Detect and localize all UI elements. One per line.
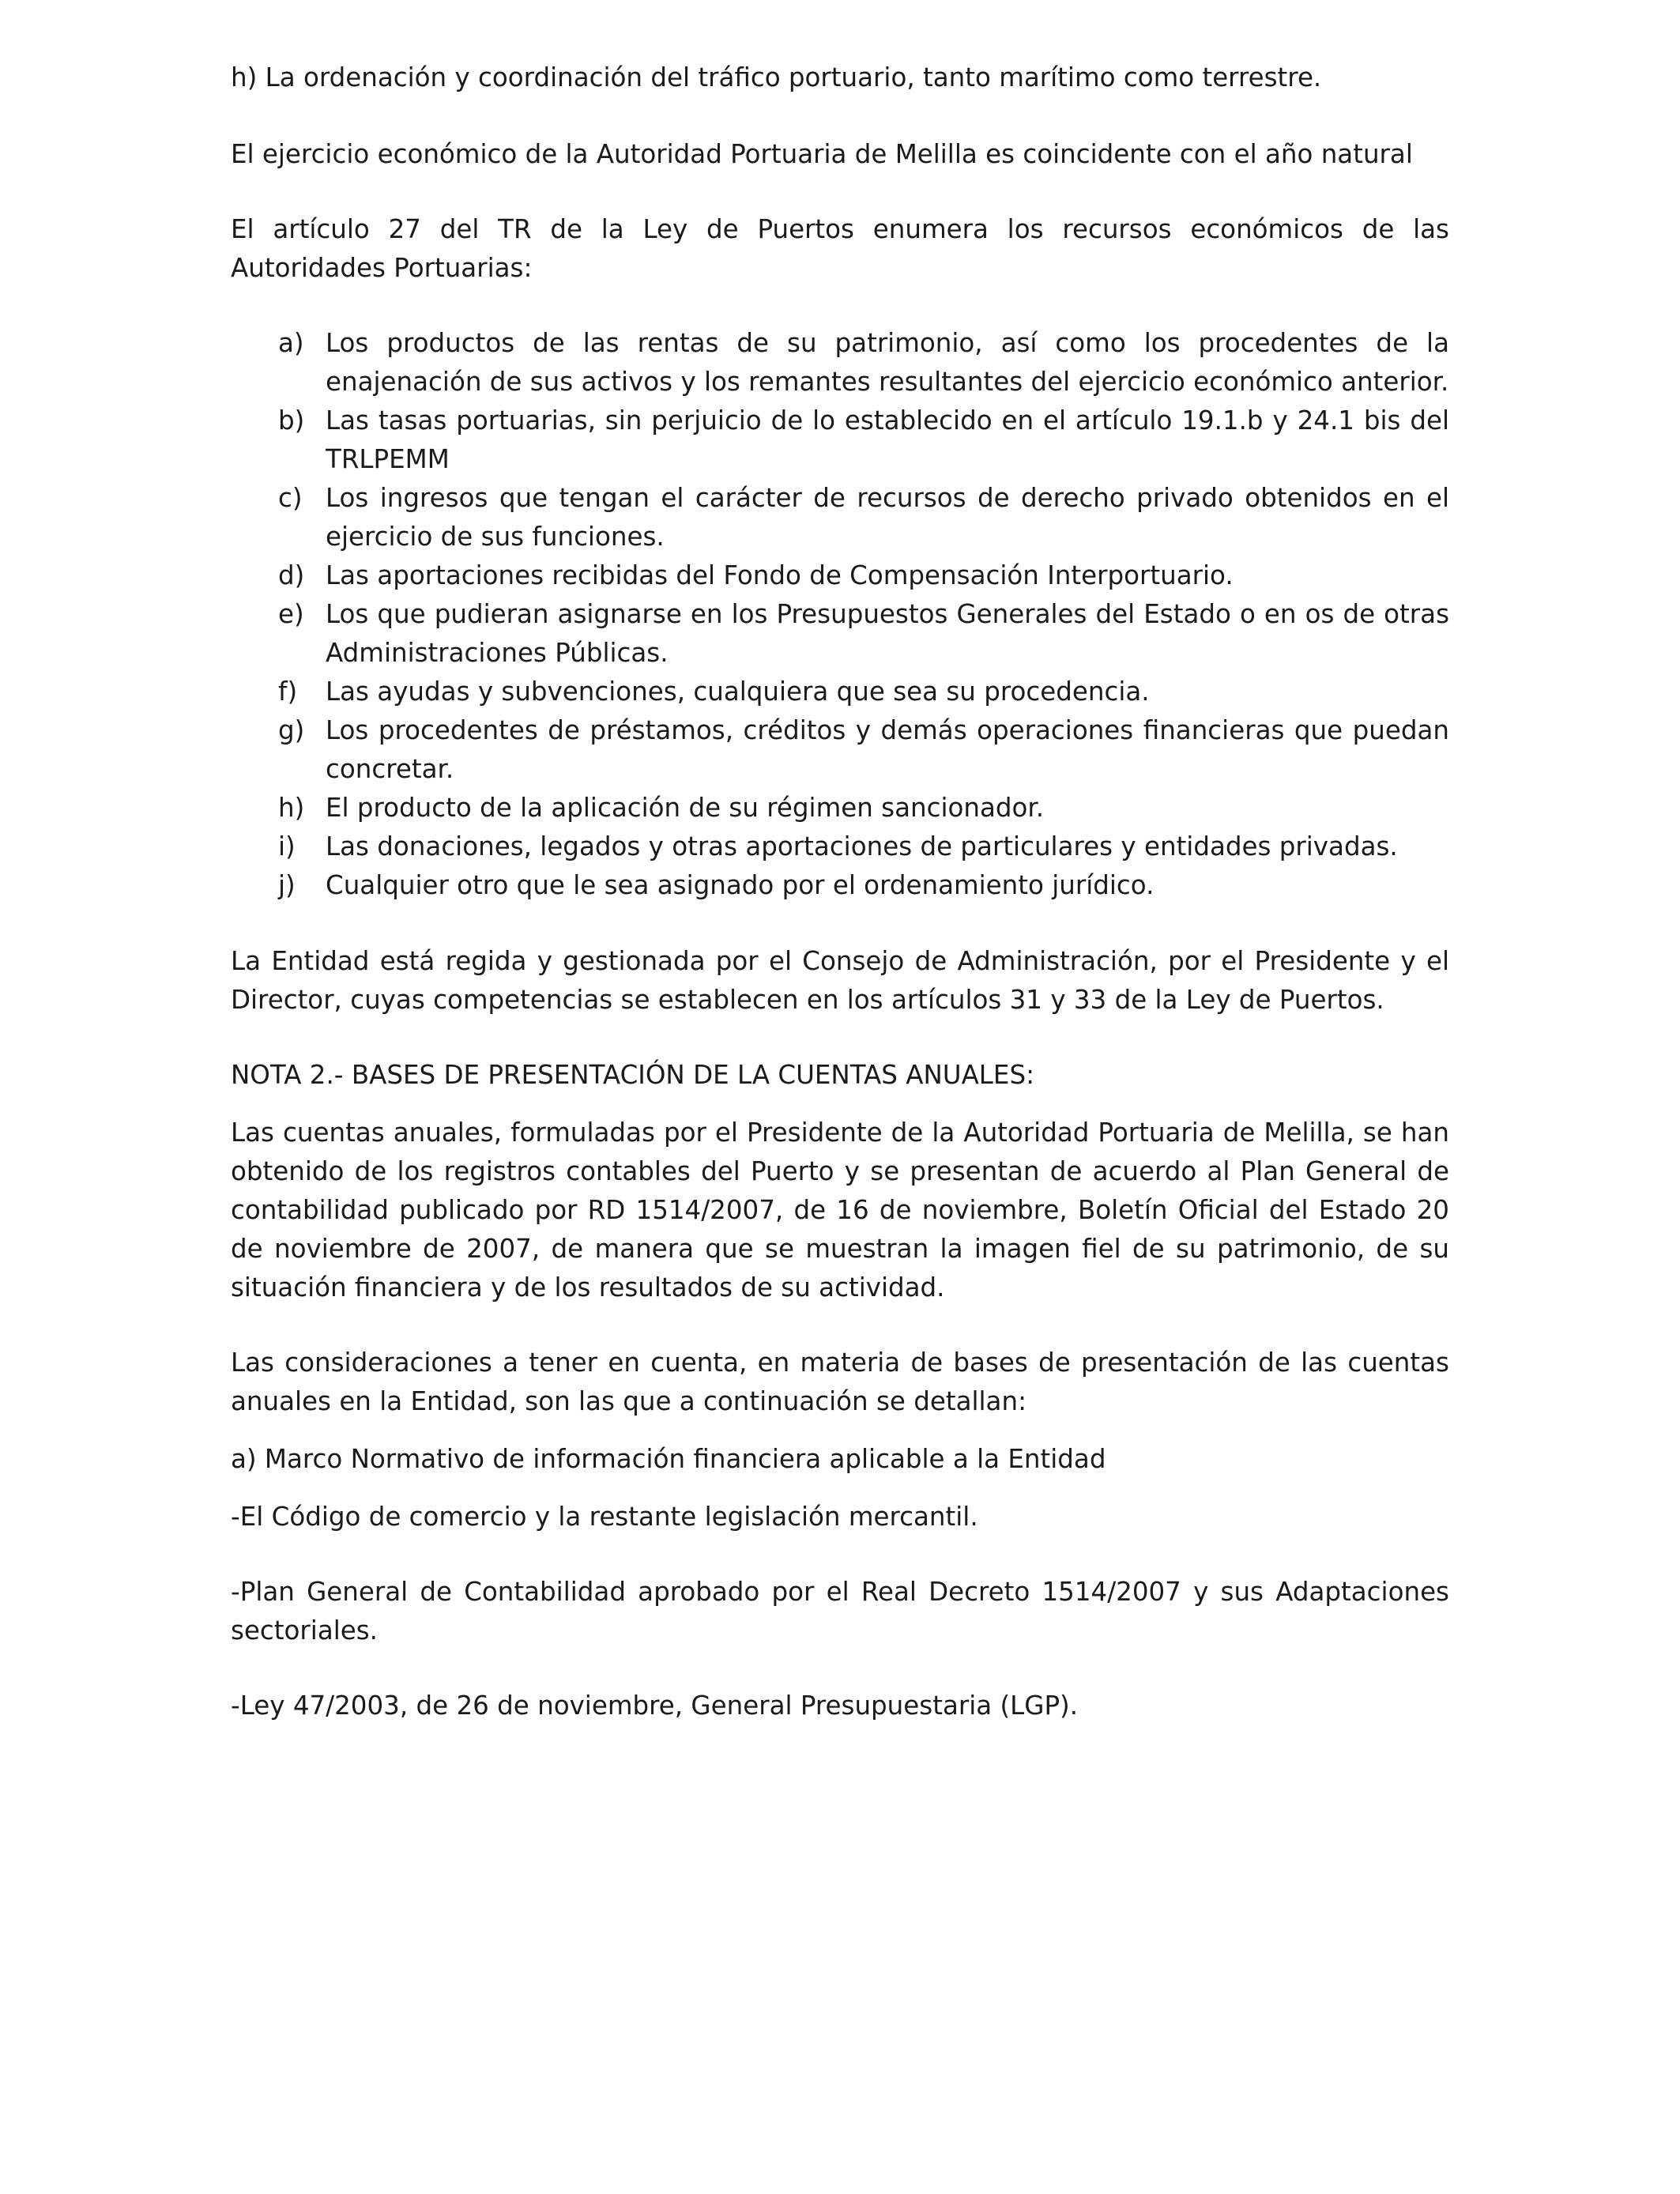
list-item-text: El producto de la aplicación de su régimen sancionador. — [326, 793, 1045, 823]
list-item-text: Los productos de las rentas de su patrimonio, así como los procedentes de la enajenación de sus activos y los remantes resultantes del ejercicio económico anterior. — [326, 328, 1449, 397]
list-item-text: Los ingresos que tengan el carácter de recursos de derecho privado obtenidos en el ejercicio de sus funciones. — [326, 483, 1449, 552]
list-marker: f) — [278, 677, 298, 707]
list-item — [231, 673, 1449, 711]
list-marker: i) — [278, 831, 296, 861]
list-item-text: Cualquier otro que le sea asignado por el ordenamiento jurídico. — [326, 870, 1155, 900]
list-item — [231, 827, 1449, 866]
list-item-text: Las aportaciones recibidas del Fondo de Compensación Interportuario. — [326, 560, 1234, 590]
list-item — [231, 324, 1449, 401]
list-item-text: Las tasas portuarias, sin perjuicio de lo establecido en el artículo 19.1.b y 24.1 bis del TRLPEMM — [326, 405, 1449, 474]
paragraph-codigo-comercio: -El Código de comercio y la restante legislación mercantil. — [231, 1502, 978, 1532]
paragraph-ley-presupuestaria: -Ley 47/2003, de 26 de noviembre, General Presupuestaria (LGP). — [231, 1691, 1079, 1721]
list-marker: c) — [278, 483, 303, 513]
page-content — [231, 58, 1449, 1725]
list-marker: a) — [278, 328, 304, 358]
list-marker: b) — [278, 405, 305, 435]
paragraph-plan-general: -Plan General de Contabilidad aprobado por el Real Decreto 1514/2007 y sus Adaptaciones sectoriales. — [231, 1577, 1449, 1646]
list-item-text: Las donaciones, legados y otras aportaciones de particulares y entidades privadas. — [326, 831, 1398, 861]
list-item — [231, 789, 1449, 827]
list-item — [231, 556, 1449, 595]
paragraph-marco-normativo: a) Marco Normativo de información financiera aplicable a la Entidad — [231, 1444, 1106, 1474]
paragraph-governance: La Entidad está regida y gestionada por el Consejo de Administración, por el Presidente y el Director, cuyas competencias se establecen en los artículos 31 y 33 de la Ley de Puertos. — [231, 946, 1449, 1015]
list-item — [231, 711, 1449, 789]
list-marker: h) — [278, 793, 305, 823]
paragraph-annual-accounts: Las cuentas anuales, formuladas por el Presidente de la Autoridad Portuaria de Melilla, se han obtenido de los registros contables del Puerto y se presentan de acuerdo al Plan General de contabilidad publicado por RD 1514/2007, de 16 de noviembre, Boletín Oficial del Estado 20 de noviembre de 2007, de manera que se muestran la imagen fiel de su patrimonio, de su situación financiera y de los resultados de su actividad. — [231, 1118, 1449, 1302]
paragraph-traffic: h) La ordenación y coordinación del tráfico portuario, tanto marítimo como terrestre. — [231, 62, 1322, 92]
list-item — [231, 866, 1449, 905]
list-item-text: Los procedentes de préstamos, créditos y demás operaciones financieras que puedan concretar. — [326, 715, 1449, 784]
list-item — [231, 479, 1449, 556]
list-item — [231, 595, 1449, 673]
list-item-text: Los que pudieran asignarse en los Presupuestos Generales del Estado o en os de otras Administraciones Públicas. — [326, 599, 1449, 668]
list-item-text: Las ayudas y subvenciones, cualquiera que sea su procedencia. — [326, 677, 1150, 707]
paragraph-fiscal-year: El ejercicio económico de la Autoridad Portuaria de Melilla es coincidente con el año natural — [231, 139, 1413, 169]
list-marker: d) — [278, 560, 305, 590]
list-marker: j) — [278, 870, 296, 900]
resources-list — [231, 324, 1449, 905]
paragraph-considerations: Las consideraciones a tener en cuenta, en materia de bases de presentación de las cuentas anuales en la Entidad, son las que a continuación se detallan: — [231, 1348, 1449, 1416]
list-marker: g) — [278, 715, 305, 745]
list-marker: e) — [278, 599, 304, 629]
list-item — [231, 401, 1449, 479]
nota-2-heading: NOTA 2.- BASES DE PRESENTACIÓN DE LA CUENTAS ANUALES: — [231, 1060, 1035, 1090]
paragraph-article-27: El artículo 27 del TR de la Ley de Puertos enumera los recursos económicos de las Autoridades Portuarias: — [231, 214, 1449, 283]
